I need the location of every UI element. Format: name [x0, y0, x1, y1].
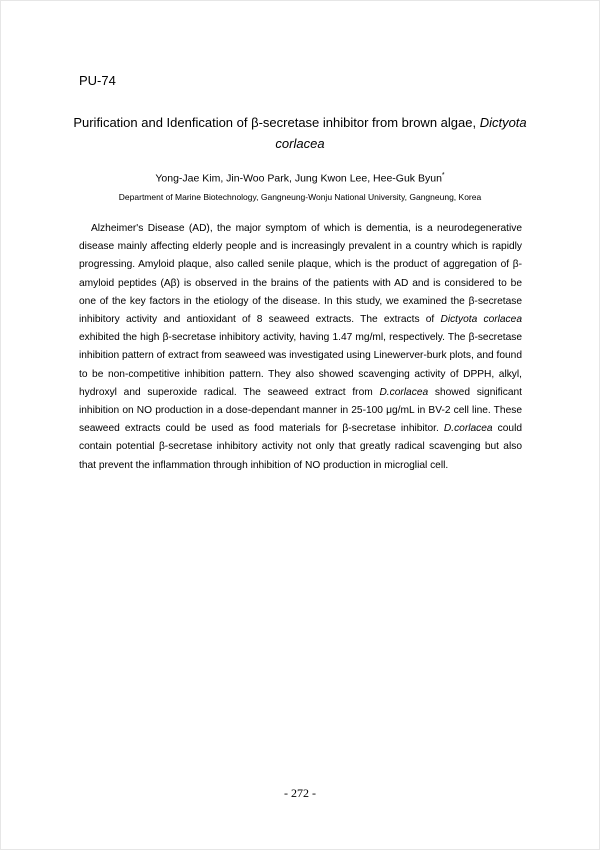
abstract-species-2: D.corlacea	[379, 386, 429, 398]
abstract-part-1: Alzheimer's Disease (AD), the major symptom of which is dementia, is a neurodegenerative disease mainly affecting elderly people and is increasingly prevalent in a country which is rapidly progressing. Amyloid plaque, also called senile plaque, which is the product of aggregation of β-amyloid peptides (Aβ) is observed in the brains of the patients with AD and is considered to be one of the key factors in the etiology of the disease. In this study, we examined the β-secretase inhibitory activity and antioxidant of 8 seaweed extracts. The extracts of	[79, 223, 522, 326]
abstract-part-4: could contain potential β-secretase inhibitory activity not only that greatly radical scavenging but also that prevent the inflammation through inhibition of NO production in microglial cell.	[79, 423, 522, 471]
author-list	[60, 172, 540, 185]
abstract-part-3: showed significant inhibition on NO production in a dose-dependant manner in 25-100 μg/mL in BV-2 cell line. These seaweed extracts could be used as food materials for β-secretase inhibitor.	[79, 386, 523, 435]
abstract-body	[79, 220, 522, 475]
abstract-part-2: exhibited the high β-secretase inhibitory activity, having 1.47 mg/ml, respectively. The β-secretase inhibition pattern of extract from seaweed was investigated using Linewerver-burk plots, and found to be non-competitive inhibition pattern. They also showed scavenging activity of DPPH, alkyl, hydroxyl and superoxide radical. The seaweed extract from	[79, 332, 522, 398]
abstract-code: PU-74	[79, 73, 116, 88]
corresponding-mark: *	[441, 172, 445, 179]
author-names: Yong-Jae Kim, Jin-Woo Park, Jung Kwon Lee, Hee-Guk Byun	[155, 172, 442, 185]
page-number: - 272 -	[284, 786, 316, 800]
abstract-species-3: D.corlacea	[443, 423, 493, 435]
title-main: Purification and Idenfication of β-secretase inhibitor from brown algae,	[73, 115, 480, 130]
title-species: Dictyota corlacea	[275, 115, 527, 151]
abstract-species-1: Dictyota corlacea	[440, 314, 522, 326]
affiliation: Department of Marine Biotechnology, Gangneung-Wonju National University, Gangneung, Korea	[118, 192, 482, 202]
paper-title	[60, 112, 540, 154]
